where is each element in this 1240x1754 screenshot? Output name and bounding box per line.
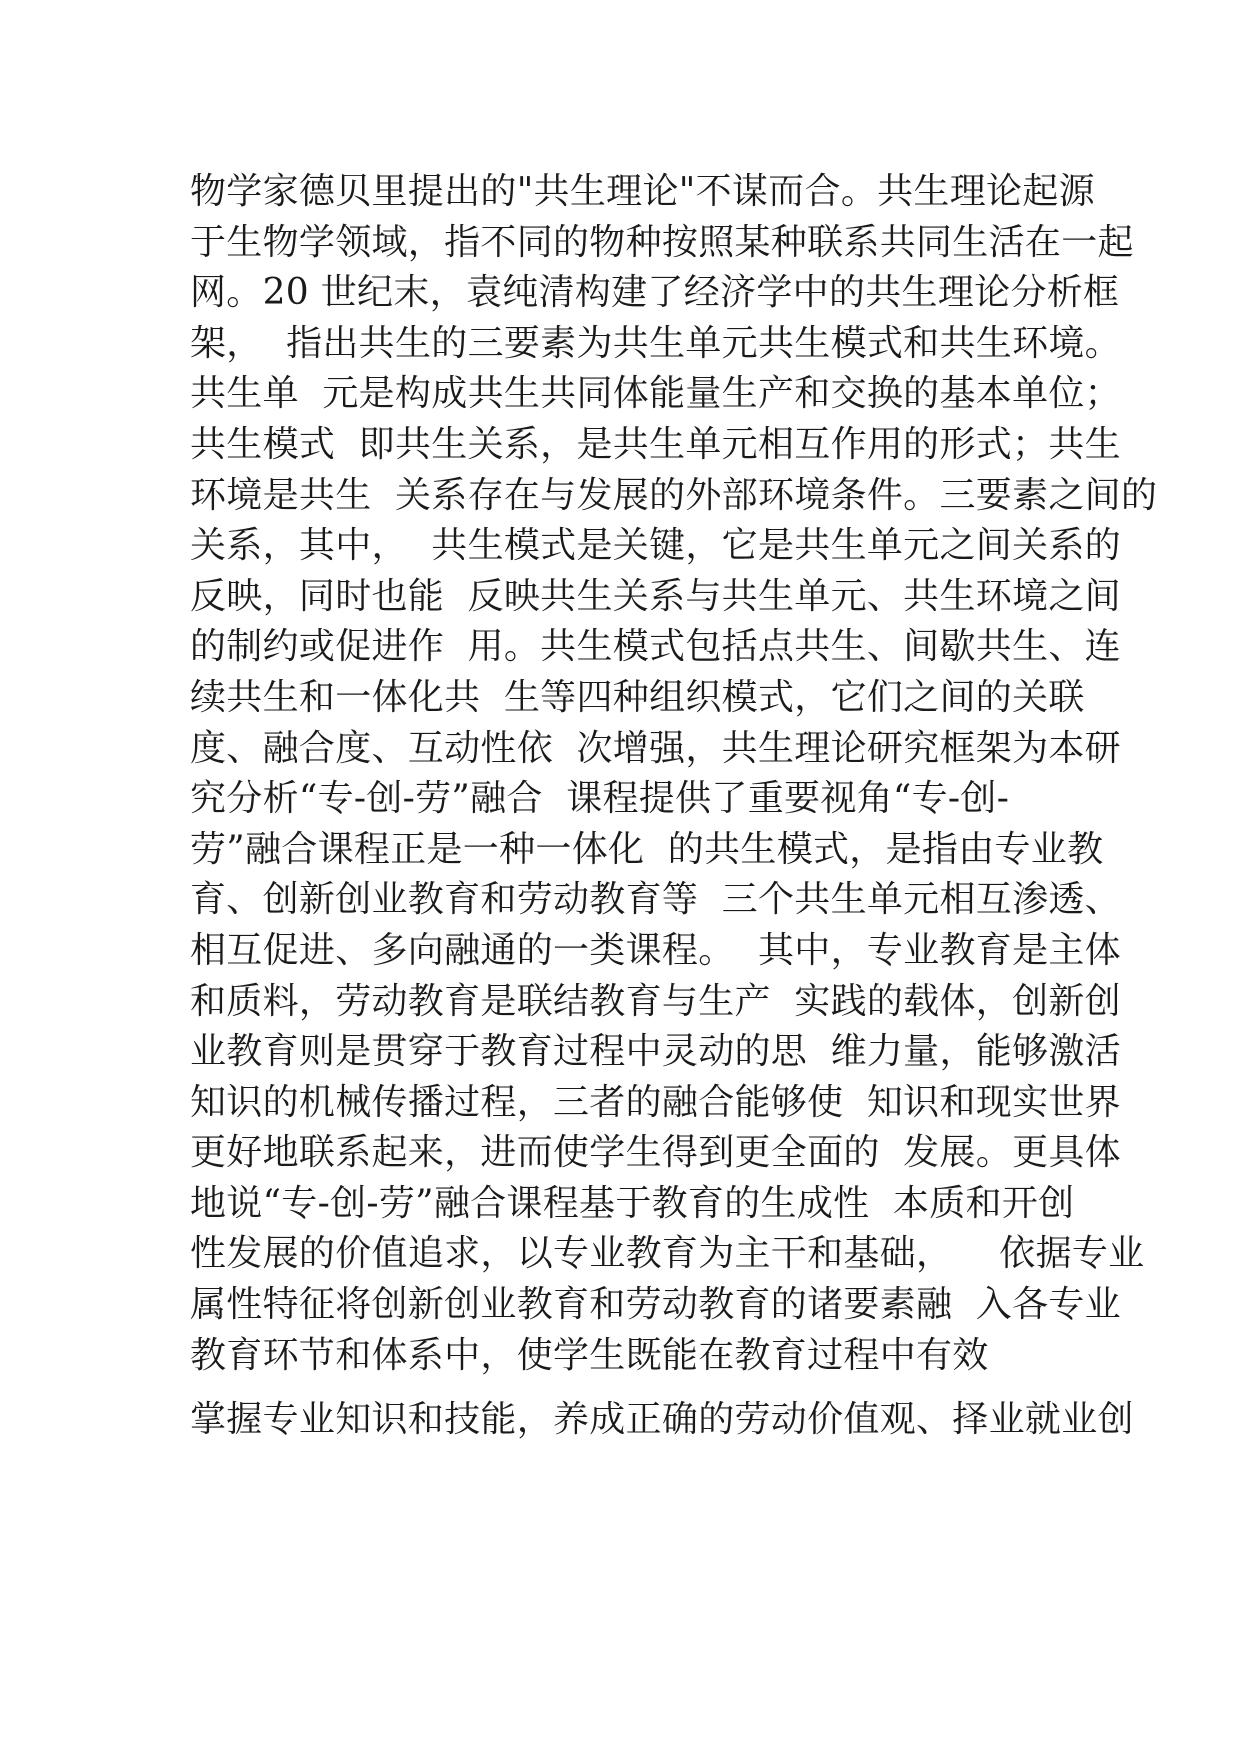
text-line: 知识的机械传播过程，三者的融合能够使 知识和现实世界	[190, 1081, 1121, 1123]
text-line: 物学家德贝里提出的"共生理论"不谋而合。共生理论起源	[190, 171, 1095, 212]
text-line: 属性特征将创新创业教育和劳动教育的诸要素融 入各专业	[190, 1284, 1121, 1326]
text-line: 业教育则是贯穿于教育过程中灵动的思 维力量，能够激活	[190, 1031, 1121, 1073]
text-line: 共生模式 即共生关系，是共生单元相互作用的形式；共生	[190, 423, 1121, 465]
text-line: 关系，其中， 共生模式是关键，它是共生单元之间关系的	[190, 525, 1121, 567]
text-line: 度、融合度、互动性依 次增强，共生理论研究框架为本研	[190, 727, 1121, 769]
text-line: 育、创新创业教育和劳动教育等 三个共生单元相互渗透、	[190, 879, 1121, 921]
text-line: 续共生和一体化共 生等四种组织模式，它们之间的关联	[190, 676, 1085, 718]
text-line: 架， 指出共生的三要素为共生单元共生模式和共生环境。	[190, 322, 1121, 364]
trailing-paragraph	[190, 1395, 1134, 1446]
text-line: 教育环节和体系中，使学生既能在教育过程中有效	[190, 1334, 989, 1376]
text-line: 究分析“专-创-劳”融合 课程提供了重要视角“专-创-	[190, 778, 1010, 820]
text-line: 反映，同时也能 反映共生关系与共生单元、共生环境之间	[190, 575, 1121, 617]
text-line: 性发展的价值追求，以专业教育为主干和基础， 依据专业	[190, 1233, 1145, 1275]
body-text	[190, 167, 1158, 1381]
text-line: 于生物学领域，指不同的物种按照某种联系共同生活在一起	[190, 221, 1134, 263]
text-line: 环境是共生 关系存在与发展的外部环境条件。三要素之间的	[190, 474, 1158, 516]
text-line: 网。20 世纪末，袁纯清构建了经济学中的共生理论分析框	[190, 272, 1120, 314]
text-line: 共生单 元是构成共生共同体能量生产和交换的基本单位；	[190, 373, 1121, 415]
text-line: 劳”融合课程正是一种一体化 的共生模式，是指由专业教	[190, 828, 1104, 870]
text-line: 掌握专业知识和技能，养成正确的劳动价值观、择业就业创	[190, 1399, 1134, 1440]
text-line: 地说“专-创-劳”融合课程基于教育的生成性 本质和开创	[190, 1182, 1075, 1224]
text-line: 的制约或促进作 用。共生模式包括点共生、间歇共生、连	[190, 626, 1121, 668]
text-line: 和质料，劳动教育是联结教育与生产 实践的载体，创新创	[190, 980, 1121, 1022]
text-line: 相互促进、多向融通的一类课程。 其中，专业教育是主体	[190, 929, 1121, 971]
text-line: 更好地联系起来，进而使学生得到更全面的 发展。更具体	[190, 1132, 1121, 1174]
